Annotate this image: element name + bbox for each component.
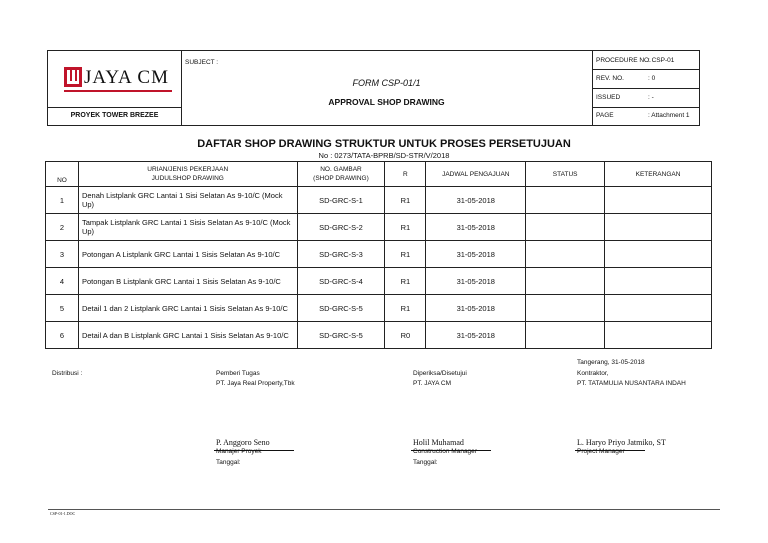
row-status xyxy=(526,187,605,214)
row-notes xyxy=(605,187,712,214)
row-date: 31-05-2018 xyxy=(426,295,526,322)
row-notes xyxy=(605,214,712,241)
header-description-line1: URIAN/JENIS PEKERJAAN xyxy=(147,166,229,173)
row-revision: R1 xyxy=(385,241,426,268)
row-date: 31-05-2018 xyxy=(426,187,526,214)
signature-1-name: P. Anggoro Seno xyxy=(216,438,270,447)
form-title: APPROVAL SHOP DRAWING xyxy=(328,97,445,107)
row-no: 3 xyxy=(46,241,79,268)
table-row xyxy=(46,268,712,295)
table-header-row xyxy=(46,162,712,187)
distribution-label: Distribusi : xyxy=(52,370,83,377)
signature-2-date: Tanggal: xyxy=(413,459,438,466)
signature-2-title: Construction Manager xyxy=(413,448,477,455)
checker-label: Diperiksa/Disetujui xyxy=(413,370,467,377)
row-description: Detail 1 dan 2 Listplank GRC Lantai 1 Sisis Selatan As 9-10/C xyxy=(78,295,297,322)
giver-company: PT. Jaya Real Property,Tbk xyxy=(216,380,295,387)
bottom-rule xyxy=(48,509,720,510)
row-status xyxy=(526,268,605,295)
contractor-company: PT. TATAMULIA NUSANTARA INDAH xyxy=(577,380,686,387)
row-no: 2 xyxy=(46,214,79,241)
rev-no-label: REV. NO. xyxy=(596,75,624,82)
row-notes xyxy=(605,295,712,322)
page-value: : Attachment 1 xyxy=(648,112,690,119)
row-drawing-no: SD-GRC-S-3 xyxy=(297,241,385,268)
row-description: Potongan A Listplank GRC Lantai 1 Sisis Selatan As 9-10/C xyxy=(78,241,297,268)
row-description: Potongan B Listplank GRC Lantai 1 Sisis Selatan As 9-10/C xyxy=(78,268,297,295)
signature-3-title: Project Manager xyxy=(577,448,625,455)
row-notes xyxy=(605,241,712,268)
table-row xyxy=(46,295,712,322)
row-revision: R1 xyxy=(385,187,426,214)
header-revision: R xyxy=(385,162,426,187)
row-status xyxy=(526,241,605,268)
row-no: 6 xyxy=(46,322,79,349)
header-notes: KETERANGAN xyxy=(605,162,712,187)
signature-3-name: L. Haryo Priyo Jatmiko, ST xyxy=(577,438,666,447)
signature-2-name: Holil Muhamad xyxy=(413,438,464,447)
giver-label: Pemberi Tugas xyxy=(216,370,260,377)
signature-1-title: Manajer Proyek xyxy=(216,448,262,455)
document-number: No : 0273/TATA-BPRB/SD-STR/V/2018 xyxy=(318,151,450,160)
issued-label: ISSUED xyxy=(596,94,621,101)
table-row xyxy=(46,241,712,268)
header-status: STATUS xyxy=(526,162,605,187)
row-no: 1 xyxy=(46,187,79,214)
row-date: 31-05-2018 xyxy=(426,241,526,268)
shop-drawing-table xyxy=(45,161,712,349)
table-row xyxy=(46,214,712,241)
row-revision: R0 xyxy=(385,322,426,349)
row-status xyxy=(526,322,605,349)
logo-text: JAYA CM xyxy=(84,67,169,88)
procedure-no-label: PROCEDURE NO. xyxy=(596,57,651,64)
signature-1-date: Tanggal: xyxy=(216,459,241,466)
row-drawing-no: SD-GRC-S-4 xyxy=(297,268,385,295)
contractor-label: Kontraktor, xyxy=(577,370,609,377)
subject-label: SUBJECT : xyxy=(185,59,219,66)
issued-value: : - xyxy=(648,94,654,101)
form-code: FORM CSP-01/1 xyxy=(352,78,421,88)
checker-company: PT. JAYA CM xyxy=(413,380,452,387)
header-no: NO xyxy=(46,162,79,187)
row-date: 31-05-2018 xyxy=(426,268,526,295)
row-status xyxy=(526,295,605,322)
row-date: 31-05-2018 xyxy=(426,322,526,349)
row-revision: R1 xyxy=(385,268,426,295)
table-row xyxy=(46,187,712,214)
page-label: PAGE xyxy=(596,112,614,119)
header-drawing-no-line2: (SHOP DRAWING) xyxy=(313,175,369,182)
header-drawing-no-line1: NO. GAMBAR xyxy=(320,166,362,173)
row-notes xyxy=(605,268,712,295)
row-description: Tampak Listplank GRC Lantai 1 Sisis Selatan As 9-10/C (Mock Up) xyxy=(78,214,297,241)
logo-underline xyxy=(64,90,172,92)
row-description: Denah Listplank GRC Lantai 1 Sisi Selatan As 9-10/C (Mock Up) xyxy=(78,187,297,214)
row-date: 31-05-2018 xyxy=(426,214,526,241)
row-drawing-no: SD-GRC-S-2 xyxy=(297,214,385,241)
jaya-logo-icon xyxy=(64,67,82,87)
row-description: Detail A dan B Listplank GRC Lantai 1 Sisis Selatan As 9-10/C xyxy=(78,322,297,349)
place-date: Tangerang, 31-05-2018 xyxy=(577,359,645,366)
row-drawing-no: SD-GRC-S-5 xyxy=(297,322,385,349)
document-header xyxy=(47,50,700,126)
project-name: PROYEK TOWER BREZEE xyxy=(70,112,159,119)
row-revision: R1 xyxy=(385,214,426,241)
header-schedule: JADWAL PENGAJUAN xyxy=(426,162,526,187)
row-status xyxy=(526,214,605,241)
header-description xyxy=(78,162,297,187)
row-drawing-no: SD-GRC-S-5 xyxy=(297,295,385,322)
document-code: CSP-01-1.DOC xyxy=(50,511,76,516)
header-drawing-no xyxy=(297,162,385,187)
row-drawing-no: SD-GRC-S-1 xyxy=(297,187,385,214)
row-no: 4 xyxy=(46,268,79,295)
row-no: 5 xyxy=(46,295,79,322)
company-logo xyxy=(54,63,179,97)
row-revision: R1 xyxy=(385,295,426,322)
document-title: DAFTAR SHOP DRAWING STRUKTUR UNTUK PROSES PERSETUJUAN xyxy=(197,138,571,150)
row-notes xyxy=(605,322,712,349)
rev-no-value: : 0 xyxy=(648,75,656,82)
table-row xyxy=(46,322,712,349)
procedure-no-value: : CSP-01 xyxy=(648,57,675,64)
header-description-line2: JUDULSHOP DRAWING xyxy=(151,175,224,182)
